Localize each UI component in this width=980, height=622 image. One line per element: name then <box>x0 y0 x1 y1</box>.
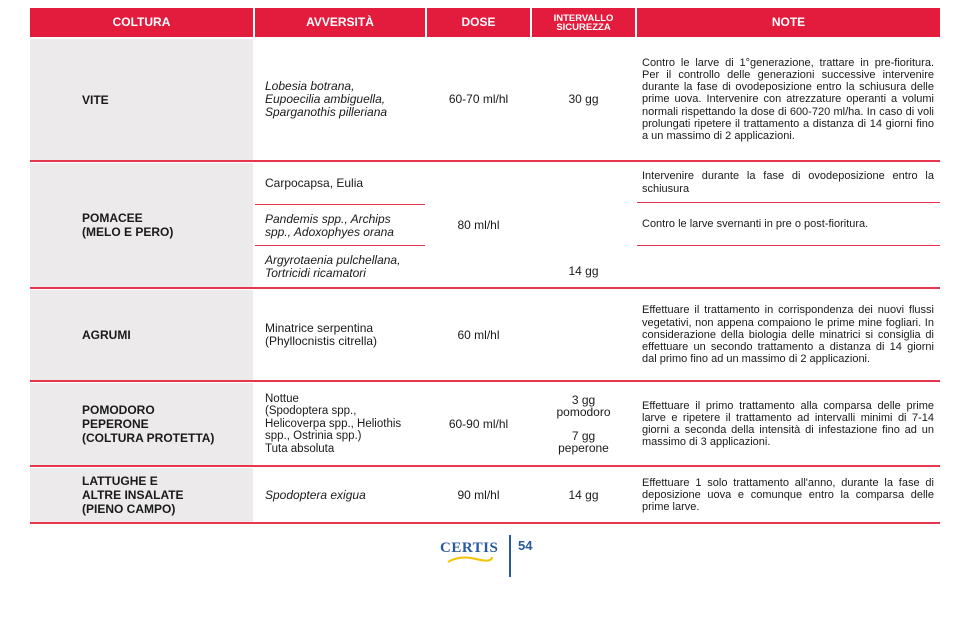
adversity-pomacee-1: Carpocapsa, Eulia <box>265 176 364 190</box>
interval-pomodoro: 3 gg pomodoro 7 gg peperone <box>556 393 611 455</box>
sub-divider <box>637 245 940 246</box>
interval-vite: 30 gg <box>568 92 599 106</box>
note-pomacee-2: Contro le larve svernanti in pre o post-fioritura. <box>642 218 869 231</box>
page-number: 54 <box>518 538 533 553</box>
crop-agrumi: AGRUMI <box>82 328 131 342</box>
header-intervallo-line1: INTERVALLO <box>553 12 614 24</box>
row-divider <box>30 465 940 467</box>
header-intervallo-line2: SICUREZZA <box>556 21 611 33</box>
crop-vite: VITE <box>82 92 109 107</box>
row-divider <box>30 522 940 524</box>
note-agrumi: Effettuare il trattamento in corrispondenza dei nuovi flussi vegetativi, non appena compaiono le prime mine fogliari. In considerazione della biologia delle minatrici si consiglia di effettuare un secondo trattamento a distanza di 14 giorni dal primo fino ad un massimo di 2 applicazioni. <box>642 304 934 366</box>
dose-pomacee: 80 ml/hl <box>457 217 500 232</box>
crop-pomodoro: POMODORO PEPERONE (COLTURA PROTETTA) <box>82 403 215 445</box>
adversity-agrumi: Minatrice serpentina (Phyllocnistis citrella) <box>265 321 378 348</box>
note-pomacee-1: Intervenire durante la fase di ovodeposizione entro la schiusura <box>642 170 934 195</box>
interval-pomacee-agrumi: 14 gg <box>568 264 599 278</box>
header-intervallo <box>532 8 635 37</box>
row-divider <box>30 380 940 382</box>
adversity-lattughe: Spodoptera exigua <box>265 487 366 502</box>
interval-lattughe: 14 gg <box>568 487 599 502</box>
adversity-vite: Lobesia botrana, Eupoecilia ambiguella, Sparganothis pilleriana <box>265 79 388 119</box>
note-pomodoro: Effettuare il primo trattamento alla comparsa delle prime larve e ripetere il trattamento ad intervalli minimi di 7-14 giorni a seconda della intensità di infestazione fino ad un massimo di 3 applicazioni. <box>642 399 934 449</box>
sub-divider <box>637 202 940 203</box>
note-lattughe: Effettuare 1 solo trattamento all'anno, durante la fase di deposizione uova e comunque entro la comparsa delle prime larve. <box>642 476 934 514</box>
certis-logo <box>440 540 502 566</box>
dose-vite: 60-70 ml/hl <box>448 92 509 106</box>
certis-logo-text: CERTIS <box>440 540 499 556</box>
sub-divider <box>255 245 425 246</box>
header-note: NOTE <box>637 8 940 37</box>
crop-pomacee: POMACEE (MELO E PERO) <box>82 211 174 239</box>
adversity-pomodoro: Nottue (Spodoptera spp., Helicoverpa spp., Heliothis spp., Ostrinia spp.) Tuta absoluta <box>265 392 402 455</box>
header-dose: DOSE <box>427 8 530 37</box>
header-coltura: COLTURA <box>30 8 253 37</box>
note-vite: Contro le larve di 1°generazione, trattare in pre-fioritura. Per il controllo delle generazioni successive intervenire durante la fase di ovodeposizione entro la schiusura delle prime uova. Intervenire con atrezzature operanti a volumi normali rispettando la dose di 600-720 ml/ha. In caso di voli prolungati ripetere il trattamento a distanza di 14 giorni fino a un massimo di 2 applicazioni. <box>642 56 934 142</box>
adversity-pomacee-2: Pandemis spp., Archips spp., Adoxophyes orana <box>265 211 394 239</box>
row-divider <box>30 287 940 289</box>
dose-pomodoro: 60-90 ml/hl <box>448 416 509 431</box>
adversity-pomacee-3: Argyrotaenia pulchellana, Tortricidi ricamatori <box>265 253 401 280</box>
row-divider <box>30 160 940 162</box>
logo-swoosh-icon <box>446 554 494 564</box>
crop-lattughe: LATTUGHE E ALTRE INSALATE (PIENO CAMPO) <box>82 474 184 516</box>
footer-divider <box>509 535 511 577</box>
sub-divider <box>255 204 425 205</box>
dose-lattughe: 90 ml/hl <box>457 487 500 502</box>
header-avversita: AVVERSITÀ <box>255 8 425 37</box>
dose-agrumi: 60 ml/hl <box>457 327 500 342</box>
